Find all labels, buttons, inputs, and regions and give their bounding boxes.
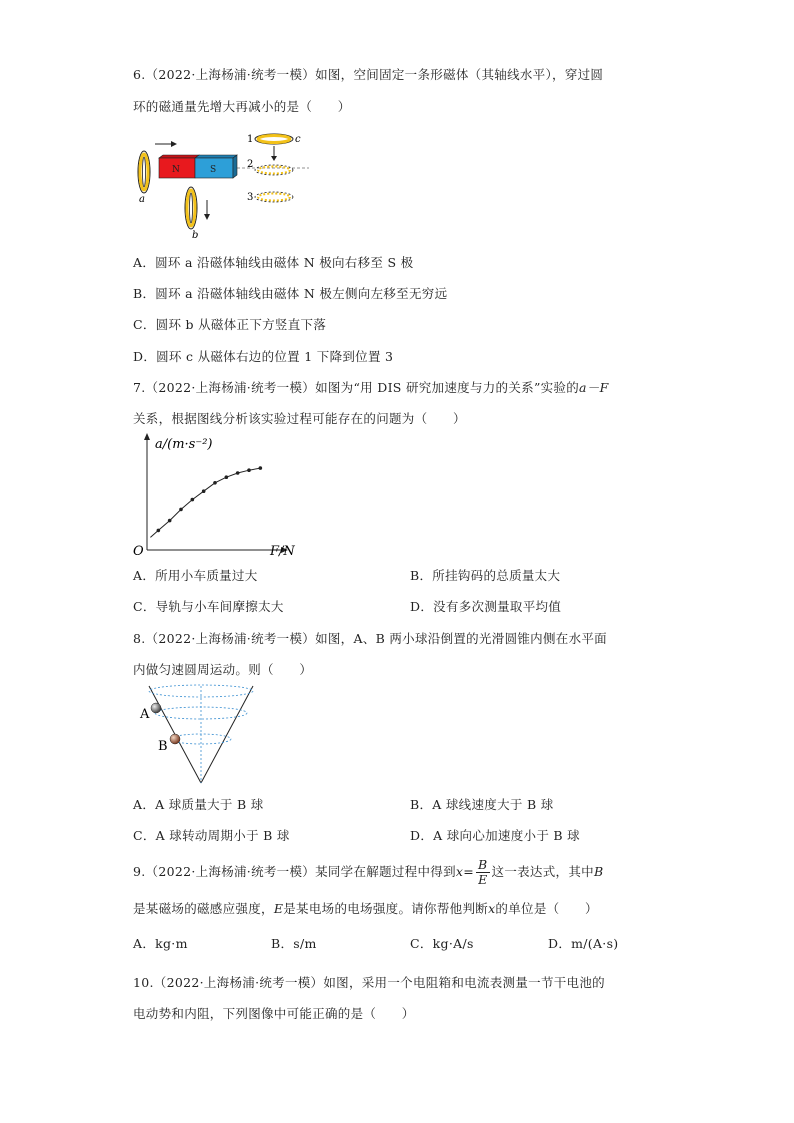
q9-line2-x: x — [488, 901, 496, 916]
data-point — [225, 475, 229, 479]
q7-option-a: A．所用小车质量过大 — [133, 568, 258, 583]
q9-fraction — [476, 858, 490, 887]
data-point — [191, 498, 195, 502]
q8-option-a: A．A 球质量大于 B 球 — [133, 797, 264, 812]
q6-option-c: C．圆环 b 从磁体正下方竖直下落 — [133, 317, 327, 332]
q6-option-a: A．圆环 a 沿磁体轴线由磁体 N 极向右移至 S 极 — [133, 255, 414, 270]
data-point — [236, 471, 240, 475]
q9-line2 — [133, 901, 598, 917]
ball-a — [151, 703, 161, 713]
data-point — [168, 519, 172, 523]
q10-line2: 电动势和内阻，下列图像中可能正确的是（ ） — [133, 1006, 415, 1021]
q9-eq-x: x — [455, 864, 464, 879]
q9-option-b: B．s/m — [271, 936, 317, 951]
q9-prefix: 9.（2022·上海杨浦·统考一模）某同学在解题过程中得到 — [133, 864, 456, 879]
label-1: 1 — [247, 134, 254, 145]
q9-denominator: E — [478, 872, 488, 887]
data-point — [213, 481, 217, 485]
label-a: a — [139, 194, 145, 205]
q9-line2-b: 是某电场的电场强度。请你帮他判断 — [283, 901, 489, 916]
q7-option-b: B．所挂钩码的总质量太大 — [410, 568, 561, 583]
q9-option-a: A．kg·m — [133, 936, 188, 951]
label-3: 3 — [247, 192, 254, 203]
q7-option-c: C．导轨与小车间摩擦太大 — [133, 599, 284, 614]
data-point — [202, 489, 206, 493]
y-axis-arrow-icon — [144, 433, 150, 440]
q9-numerator: B — [478, 857, 488, 872]
data-point — [259, 466, 263, 470]
q6-line1: 6.（2022·上海杨浦·统考一模）如图，空间固定一条形磁体（其轴线水平），穿过圆 — [133, 67, 604, 82]
q9-suffix-b: B — [593, 864, 604, 879]
origin-label: O — [133, 544, 144, 559]
fit-curve — [150, 468, 260, 537]
q7-line1-text: 7.（2022·上海杨浦·统考一模）如图为“用 DIS 研究加速度与力的关系”实验的 — [133, 380, 580, 395]
q7-line1-math: a－F — [579, 380, 609, 395]
data-point — [157, 529, 161, 533]
q6-option-b: B．圆环 a 沿磁体轴线由磁体 N 极左侧向左移至无穷远 — [133, 286, 448, 301]
orbit-a — [155, 707, 247, 719]
label-c: c — [295, 134, 301, 145]
x-axis-label: F/N — [270, 544, 295, 559]
y-axis-label: a/(m·s⁻²) — [155, 437, 213, 452]
label-S: S — [210, 165, 217, 175]
label-B: B — [158, 739, 168, 754]
data-point — [179, 508, 183, 512]
q9-suffix: 这一表达式，其中 — [491, 864, 594, 879]
q9-line2-c: 的单位是（ ） — [495, 901, 598, 916]
q7-line1 — [133, 380, 609, 396]
q7-af-chart — [133, 432, 313, 560]
q7-option-d: D．没有多次测量取平均值 — [410, 599, 562, 614]
q8-option-c: C．A 球转动周期小于 B 球 — [133, 828, 290, 843]
data-points — [157, 466, 263, 532]
ball-b — [170, 734, 180, 744]
q9-line1 — [133, 855, 603, 889]
q8-line2: 内做匀速圆周运动。则（ ） — [133, 662, 313, 677]
q8-option-b: B．A 球线速度大于 B 球 — [410, 797, 554, 812]
q6-magnet-figure — [133, 130, 323, 242]
q9-option-d: D．m/(A·s) — [548, 936, 619, 951]
data-point — [247, 468, 251, 472]
label-A: A — [140, 707, 150, 722]
label-b: b — [192, 230, 199, 241]
q9-line2-e: E — [273, 901, 284, 916]
q9-line2-a: 是某磁场的磁感应强度， — [133, 901, 274, 916]
q6-line2: 环的磁通量先增大再减小的是（ ） — [133, 99, 351, 114]
q6-option-d: D．圆环 c 从磁体右边的位置 1 下降到位置 3 — [133, 349, 394, 364]
q9-option-c: C．kg·A/s — [410, 936, 474, 951]
q7-line2: 关系，根据图线分析该实验过程可能存在的问题为（ ） — [133, 411, 466, 426]
label-2: 2 — [247, 159, 254, 170]
q10-line1: 10.（2022·上海杨浦·统考一模）如图，采用一个电阻箱和电流表测量一节干电池的 — [133, 975, 605, 990]
q9-eq-sign: = — [463, 864, 475, 879]
q8-cone-figure — [133, 683, 283, 787]
q8-line1: 8.（2022·上海杨浦·统考一模）如图，A、B 两小球沿倒置的光滑圆锥内侧在水平面 — [133, 631, 607, 646]
label-N: N — [172, 165, 180, 175]
q8-option-d: D．A 球向心加速度小于 B 球 — [410, 828, 580, 843]
